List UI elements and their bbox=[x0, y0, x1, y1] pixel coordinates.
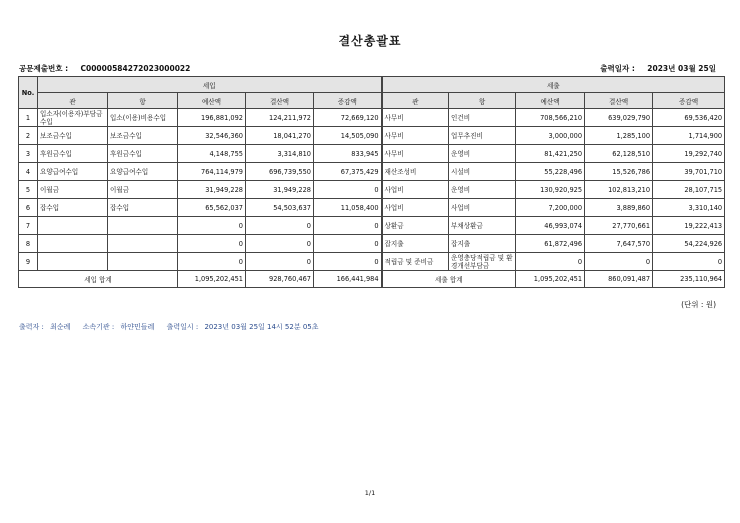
income-diff: 11,058,400 bbox=[314, 199, 382, 217]
expense-settle: 102,813,210 bbox=[585, 181, 653, 199]
income-settle: 3,314,810 bbox=[246, 145, 314, 163]
expense-diff: 19,292,740 bbox=[653, 145, 725, 163]
unit-note: (단위 : 원) bbox=[681, 300, 716, 309]
expense-gwan: 사무비 bbox=[382, 109, 449, 127]
income-budget: 764,114,979 bbox=[178, 163, 246, 181]
income-budget: 0 bbox=[178, 217, 246, 235]
income-total-settle: 928,760,467 bbox=[246, 271, 314, 288]
header-no: No. bbox=[19, 77, 38, 109]
income-gwan: 보조금수입 bbox=[38, 127, 108, 145]
expense-settle: 27,770,661 bbox=[585, 217, 653, 235]
expense-hang: 운영충당적립금 및 환경개선부담금 bbox=[449, 253, 516, 271]
doc-number bbox=[19, 63, 190, 74]
income-budget: 65,562,037 bbox=[178, 199, 246, 217]
income-diff: 14,505,090 bbox=[314, 127, 382, 145]
income-budget: 31,949,228 bbox=[178, 181, 246, 199]
expense-gwan: 잡지출 bbox=[382, 235, 449, 253]
expense-hang: 인건비 bbox=[449, 109, 516, 127]
expense-hang: 잡지출 bbox=[449, 235, 516, 253]
totals-row bbox=[19, 271, 725, 288]
expense-settle: 62,128,510 bbox=[585, 145, 653, 163]
expense-diff: 54,224,926 bbox=[653, 235, 725, 253]
expense-budget: 708,566,210 bbox=[516, 109, 585, 127]
table-row bbox=[19, 145, 725, 163]
income-budget: 196,881,092 bbox=[178, 109, 246, 127]
table-row bbox=[19, 253, 725, 271]
print-date-label: 출력일자 : bbox=[600, 64, 635, 73]
income-diff: 0 bbox=[314, 217, 382, 235]
header-in-gwan: 관 bbox=[38, 93, 108, 109]
print-date bbox=[600, 63, 716, 74]
income-hang: 요양급여수입 bbox=[108, 163, 178, 181]
table-row bbox=[19, 163, 725, 181]
expense-hang: 업무추진비 bbox=[449, 127, 516, 145]
row-number: 1 bbox=[19, 109, 38, 127]
expense-hang: 부채상환금 bbox=[449, 217, 516, 235]
header-in-hang: 항 bbox=[108, 93, 178, 109]
header-in-diff: 증감액 bbox=[314, 93, 382, 109]
income-gwan bbox=[38, 235, 108, 253]
expense-gwan: 상환금 bbox=[382, 217, 449, 235]
income-hang: 이월금 bbox=[108, 181, 178, 199]
income-budget: 0 bbox=[178, 235, 246, 253]
income-gwan bbox=[38, 217, 108, 235]
expense-settle: 0 bbox=[585, 253, 653, 271]
row-number: 9 bbox=[19, 253, 38, 271]
income-diff: 0 bbox=[314, 253, 382, 271]
row-number: 8 bbox=[19, 235, 38, 253]
income-hang: 후원금수입 bbox=[108, 145, 178, 163]
org-value: 하얀민들레 bbox=[120, 323, 155, 331]
income-budget: 32,546,360 bbox=[178, 127, 246, 145]
row-number: 6 bbox=[19, 199, 38, 217]
income-diff: 833,945 bbox=[314, 145, 382, 163]
table-row bbox=[19, 127, 725, 145]
header-ex-settle: 결산액 bbox=[585, 93, 653, 109]
income-gwan: 잡수입 bbox=[38, 199, 108, 217]
expense-settle: 3,889,860 bbox=[585, 199, 653, 217]
page-number: 1/1 bbox=[364, 489, 376, 497]
income-hang: 보조금수입 bbox=[108, 127, 178, 145]
row-number: 4 bbox=[19, 163, 38, 181]
expense-gwan: 적립금 및 준비금 bbox=[382, 253, 449, 271]
expense-settle: 1,285,100 bbox=[585, 127, 653, 145]
expense-diff: 3,310,140 bbox=[653, 199, 725, 217]
income-diff: 72,669,120 bbox=[314, 109, 382, 127]
doc-number-label: 공문제출번호 : bbox=[19, 64, 69, 73]
expense-diff: 28,107,715 bbox=[653, 181, 725, 199]
expense-diff: 69,536,420 bbox=[653, 109, 725, 127]
print-date-value: 2023년 03월 25일 bbox=[647, 64, 716, 73]
income-settle: 54,503,637 bbox=[246, 199, 314, 217]
income-diff: 0 bbox=[314, 181, 382, 199]
table-row bbox=[19, 181, 725, 199]
table-row bbox=[19, 235, 725, 253]
income-hang: 잡수입 bbox=[108, 199, 178, 217]
settlement-table bbox=[18, 76, 725, 288]
header-ex-hang: 항 bbox=[449, 93, 516, 109]
income-settle: 31,949,228 bbox=[246, 181, 314, 199]
expense-gwan: 재산조성비 bbox=[382, 163, 449, 181]
income-settle: 696,739,550 bbox=[246, 163, 314, 181]
expense-settle: 639,029,790 bbox=[585, 109, 653, 127]
income-hang bbox=[108, 235, 178, 253]
expense-total-budget: 1,095,202,451 bbox=[516, 271, 585, 288]
expense-diff: 1,714,900 bbox=[653, 127, 725, 145]
income-gwan: 이월금 bbox=[38, 181, 108, 199]
header-income: 세입 bbox=[38, 77, 382, 93]
printer-label: 출력자 : bbox=[19, 323, 44, 331]
expense-hang: 운영비 bbox=[449, 145, 516, 163]
header-ex-diff: 증감액 bbox=[653, 93, 725, 109]
income-settle: 0 bbox=[246, 217, 314, 235]
header-ex-gwan: 관 bbox=[382, 93, 449, 109]
income-settle: 0 bbox=[246, 235, 314, 253]
income-settle: 124,211,972 bbox=[246, 109, 314, 127]
expense-budget: 7,200,000 bbox=[516, 199, 585, 217]
print-footer bbox=[19, 322, 329, 332]
expense-budget: 3,000,000 bbox=[516, 127, 585, 145]
expense-diff: 39,701,710 bbox=[653, 163, 725, 181]
doc-number-value: C0000058427202300002​2 bbox=[80, 64, 191, 73]
row-number: 7 bbox=[19, 217, 38, 235]
income-settle: 0 bbox=[246, 253, 314, 271]
income-diff: 67,375,429 bbox=[314, 163, 382, 181]
income-total-diff: 166,441,984 bbox=[314, 271, 382, 288]
expense-settle: 15,526,786 bbox=[585, 163, 653, 181]
income-gwan bbox=[38, 253, 108, 271]
income-budget: 4,148,755 bbox=[178, 145, 246, 163]
income-gwan: 요양급여수입 bbox=[38, 163, 108, 181]
income-settle: 18,041,270 bbox=[246, 127, 314, 145]
printer-value: 최순례 bbox=[50, 323, 71, 331]
expense-diff: 0 bbox=[653, 253, 725, 271]
expense-hang: 운영비 bbox=[449, 181, 516, 199]
income-hang bbox=[108, 253, 178, 271]
header-in-settle: 결산액 bbox=[246, 93, 314, 109]
expense-gwan: 사업비 bbox=[382, 181, 449, 199]
expense-budget: 130,920,925 bbox=[516, 181, 585, 199]
expense-gwan: 사무비 bbox=[382, 145, 449, 163]
table-row bbox=[19, 217, 725, 235]
expense-gwan: 사무비 bbox=[382, 127, 449, 145]
expense-budget: 55,228,496 bbox=[516, 163, 585, 181]
expense-total-settle: 860,091,487 bbox=[585, 271, 653, 288]
header-expense: 세출 bbox=[382, 77, 725, 93]
income-diff: 0 bbox=[314, 235, 382, 253]
expense-budget: 0 bbox=[516, 253, 585, 271]
expense-total-label: 세출 합계 bbox=[382, 271, 516, 288]
income-gwan: 입소자(이용자)부담금수입 bbox=[38, 109, 108, 127]
page-title: 결산총괄표 bbox=[338, 34, 402, 48]
row-number: 5 bbox=[19, 181, 38, 199]
table-row bbox=[19, 199, 725, 217]
income-total-budget: 1,095,202,451 bbox=[178, 271, 246, 288]
income-hang bbox=[108, 217, 178, 235]
header-ex-budget: 예산액 bbox=[516, 93, 585, 109]
expense-hang: 시설비 bbox=[449, 163, 516, 181]
expense-budget: 61,872,496 bbox=[516, 235, 585, 253]
expense-gwan: 사업비 bbox=[382, 199, 449, 217]
row-number: 3 bbox=[19, 145, 38, 163]
header-in-budget: 예산액 bbox=[178, 93, 246, 109]
row-number: 2 bbox=[19, 127, 38, 145]
income-budget: 0 bbox=[178, 253, 246, 271]
table-row bbox=[19, 109, 725, 127]
expense-hang: 사업비 bbox=[449, 199, 516, 217]
income-total-label: 세입 합계 bbox=[19, 271, 178, 288]
expense-budget: 81,421,250 bbox=[516, 145, 585, 163]
print-datetime-value: 2023년 03월 25일 14시 52분 05초 bbox=[204, 323, 319, 331]
org-label: 소속기관 : bbox=[82, 323, 115, 331]
expense-settle: 7,647,570 bbox=[585, 235, 653, 253]
print-datetime-label: 출력일시 : bbox=[166, 323, 199, 331]
income-hang: 입소(이용)비용수입 bbox=[108, 109, 178, 127]
income-gwan: 후원금수입 bbox=[38, 145, 108, 163]
expense-budget: 46,993,074 bbox=[516, 217, 585, 235]
expense-total-diff: 235,110,964 bbox=[653, 271, 725, 288]
expense-diff: 19,222,413 bbox=[653, 217, 725, 235]
